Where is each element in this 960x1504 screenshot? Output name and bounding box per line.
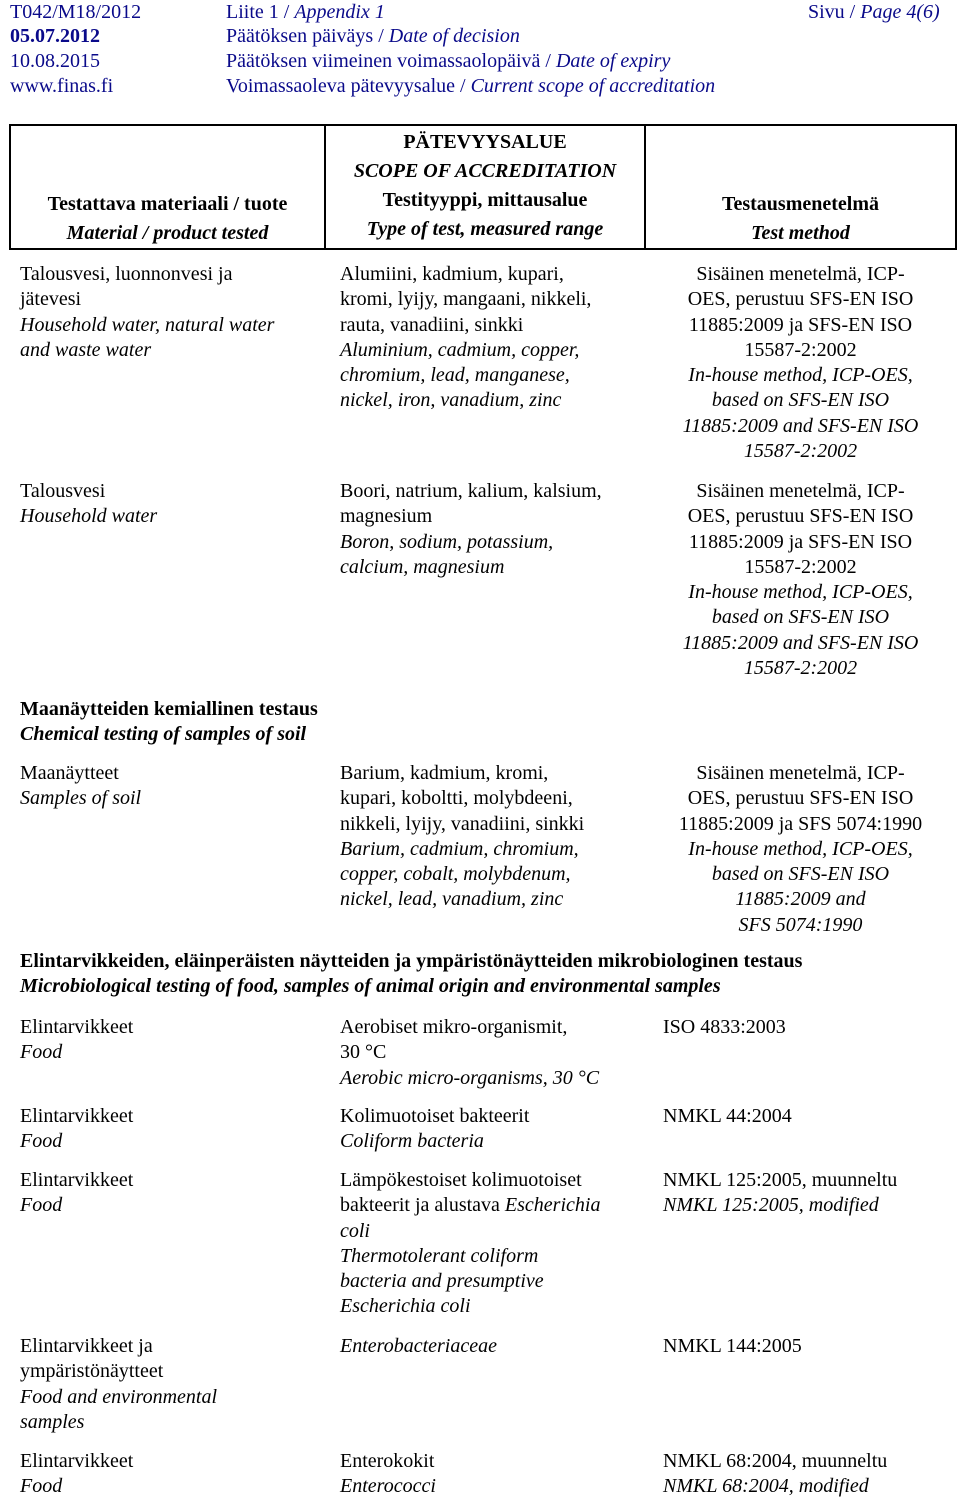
micro-row4-test: Enterobacteriaceae [340,1335,497,1357]
row3-test: Barium, kadmium, kromi, kupari, koboltti, molybdeeni, nikkeli, lyijy, vanadiini, sinkki Barium, cadmium, chromium, copper, cobalt, molybdenum, nickel, lead, vanadium, zinc [340,762,585,911]
column-header-method: Testausmenetelmä Test method [721,193,880,244]
micro-row5-test: Enterokokit Enterococci [340,1450,436,1498]
micro-row1-method: ISO 4833:2003 [663,1016,786,1038]
table-top-border [9,124,956,126]
micro-row3-method: NMKL 125:2005, muunneltu NMKL 125:2005, modified [663,1169,898,1217]
micro-row3-material: Elintarvikkeet Food [20,1169,134,1217]
micro-row1-material: Elintarvikkeet Food [20,1016,134,1064]
column-header-test: PÄTEVYYSALUE SCOPE OF ACCREDITATION Testityyppi, mittausalue Type of test, measured range [353,131,617,240]
micro-row5-material: Elintarvikkeet Food [20,1450,134,1498]
header-bottom-border [9,248,956,250]
expiry-date: 10.08.2015 [10,50,100,72]
micro-row3-test: Lämpökestoiset kolimuotoiset bakteerit ja alustava Escherichia coli Thermotolerant coliform bacteria and presumptive Escherichia coli [340,1169,601,1318]
micro-row2-material: Elintarvikkeet Food [20,1105,134,1153]
column-header-material: Testattava materiaali / tuote Material / product tested [47,193,288,244]
scope-label: Voimassaoleva pätevyysalue / Current scope of accreditation [226,75,716,97]
micro-row5-method: NMKL 68:2004, muunneltu NMKL 68:2004, modified [663,1450,888,1498]
header-right-border [955,124,957,250]
expiry-label: Päätöksen viimeinen voimassaolopäivä / Date of expiry [226,50,671,72]
micro-row2-method: NMKL 44:2004 [663,1105,792,1127]
micro-row4-method: NMKL 144:2005 [663,1335,802,1357]
row1-material: Talousvesi, luonnonvesi ja jätevesi Household water, natural water and waste water [20,263,275,361]
row1-test: Alumiini, kadmium, kupari, kromi, lyijy, mangaani, nikkeli, rauta, vanadiini, sinkki Aluminium, cadmium, copper, chromium, lead, manganese, nickel, iron, vanadium, zinc [340,263,592,412]
doc-code: T042/M18/2012 [10,1,142,23]
website-link[interactable]: www.finas.fi [10,75,114,97]
decision-date: 05.07.2012 [10,25,100,47]
page-number: Sivu / Page 4(6) [808,1,940,23]
micro-row2-test: Kolimuotoiset bakteerit Coliform bacteria [340,1105,530,1153]
micro-section-title: Elintarvikkeiden, eläinperäisten näytteiden ja ympäristönäytteiden mikrobiologinen testaus Microbiological testing of food, samples of animal origin and environmental samples [20,950,803,998]
row3-method: Sisäinen menetelmä, ICP- OES, perustuu SFS-EN ISO 11885:2009 ja SFS 5074:1990 In-house method, ICP-OES, based on SFS-EN ISO 11885:2009 and SFS 5074:1990 [678,762,923,936]
micro-row4-material: Elintarvikkeet ja ympäristönäytteet Food and environmental samples [20,1335,218,1433]
micro-row1-test: Aerobiset mikro-organismit, 30 °C Aerobic micro-organisms, 30 °C [340,1016,600,1089]
soil-section-title: Maanäytteiden kemiallinen testaus Chemical testing of samples of soil [20,698,318,746]
appendix-label: Liite 1 / Appendix 1 [226,1,385,23]
row2-test: Boori, natrium, kalium, kalsium, magnesium Boron, sodium, potassium, calcium, magnesium [340,480,602,578]
decision-label: Päätöksen päiväys / Date of decision [226,25,520,47]
row3-material: Maanäytteet Samples of soil [20,762,142,810]
row2-method: Sisäinen menetelmä, ICP- OES, perustuu SFS-EN ISO 11885:2009 ja SFS-EN ISO 15587-2:2002 In-house method, ICP-OES, based on SFS-EN ISO 11885:2009 and SFS-EN ISO 15587-2:2002 [682,480,919,680]
row2-material: Talousvesi Household water [20,480,158,528]
row1-method: Sisäinen menetelmä, ICP- OES, perustuu SFS-EN ISO 11885:2009 ja SFS-EN ISO 15587-2:2002 In-house method, ICP-OES, based on SFS-EN ISO 11885:2009 and SFS-EN ISO 15587-2:2002 [682,263,919,463]
